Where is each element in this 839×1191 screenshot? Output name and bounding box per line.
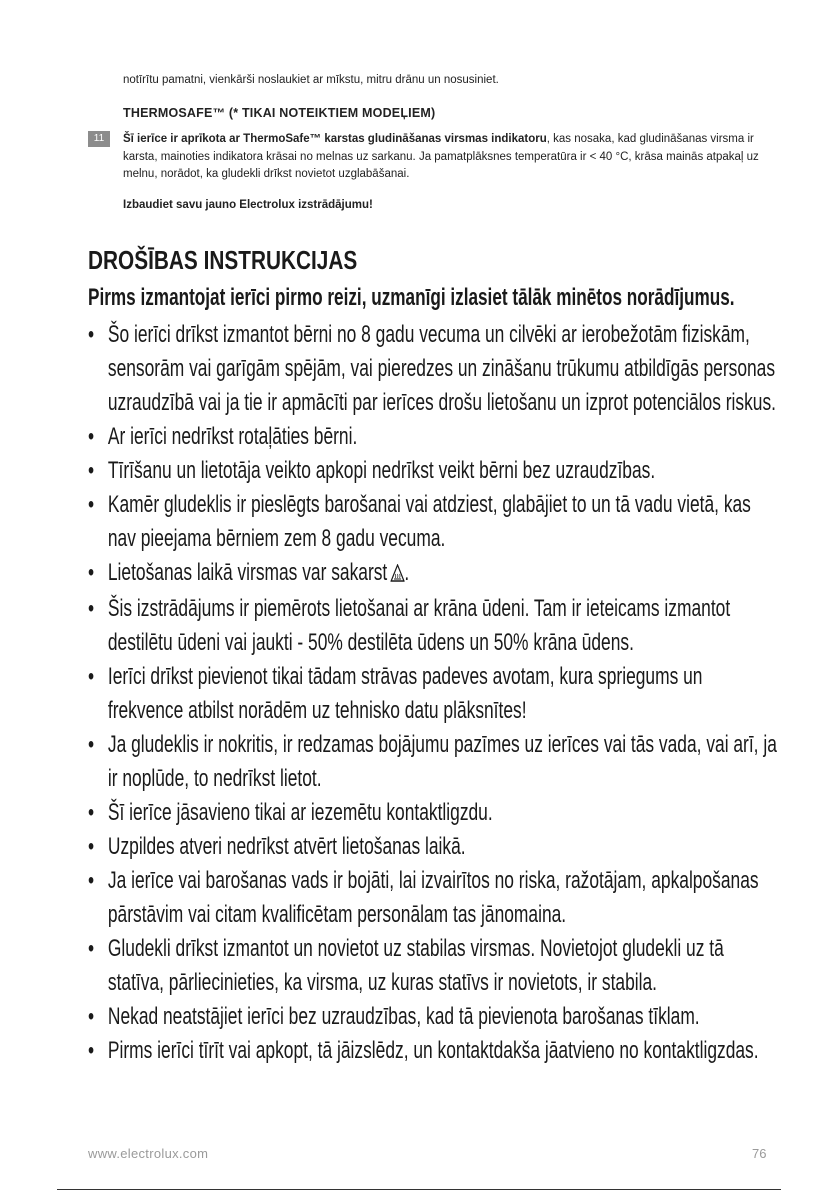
bullet-text: Šis izstrādājums ir piemērots lietošanai ar krāna ūdeni. Tam ir ieteicams izmantot destilētu ūdeni vai jaukti - 50% destilēta ūdens un 50% krāna ūdens.	[107, 595, 731, 656]
section-title: DROŠĪBAS INSTRUKCIJAS	[88, 245, 358, 275]
safety-bullet-item	[88, 556, 780, 592]
hot-surface-warning-icon	[390, 558, 404, 592]
bullet-text: Ar ierīci nedrīkst rotaļāties bērni.	[107, 423, 358, 450]
safety-bullet-item	[88, 318, 780, 420]
bullet-text: Uzpildes atveri nedrīkst atvērt lietošanas laikā.	[107, 833, 466, 860]
safety-bullet-item	[88, 932, 780, 1000]
page-number: 76	[752, 1146, 767, 1161]
safety-bullet-item	[88, 1000, 780, 1034]
bullet-symbol: •	[88, 595, 95, 622]
bullet-symbol: •	[88, 1037, 95, 1064]
bullet-symbol: •	[88, 731, 95, 758]
bullet-text: Šo ierīci drīkst izmantot bērni no 8 gadu vecuma un cilvēki ar ierobežotām fiziskām, sensorām vai garīgām spējām, vai pieredzes un zināšanu trūkumu atbildīgās personas uzraudzībā vai ja tie ir apmācīti par ierīces drošu lietošanu un izprot potenciālos riskus.	[107, 321, 776, 416]
intro-paragraph: notīrītu pamatni, vienkārši noslaukiet ar mīkstu, mitru drānu un nosusiniet.	[123, 74, 499, 86]
figure-number-badge: 11	[88, 131, 110, 147]
safety-bullet-item	[88, 592, 780, 660]
safety-bullet-item	[88, 864, 780, 932]
safety-bullet-item	[88, 728, 780, 796]
thermosafe-paragraph	[123, 131, 783, 184]
bullet-text: Gludekli drīkst izmantot un novietot uz stabilas virsmas. Novietojot gludekli uz tā statīva, pārliecinieties, ka virsma, uz kuras statīvs ir novietots, ir stabila.	[107, 935, 724, 996]
safety-lead-text: Pirms izmantojat ierīci pirmo reizi, uzmanīgi izlasiet tālāk minētos norādījumus.	[88, 284, 735, 311]
bullet-symbol: •	[88, 867, 95, 894]
bullet-symbol: •	[88, 799, 95, 826]
bullet-text: Kamēr gludeklis ir pieslēgts barošanai vai atdziest, glabājiet to un tā vadu vietā, kas nav pieejama bērniem zem 8 gadu vecuma.	[107, 491, 751, 552]
safety-bullet-item	[88, 830, 780, 864]
bullet-symbol: •	[88, 321, 95, 348]
safety-bullet-item	[88, 420, 780, 454]
bullet-text: Ja ierīce vai barošanas vads ir bojāti, lai izvairītos no riska, ražotājam, apkalpošanas pārstāvim vai citam kvalificētam personālam tas jānomaina.	[107, 867, 759, 928]
bullet-symbol: •	[88, 833, 95, 860]
enjoy-product-text: Izbaudiet savu jauno Electrolux izstrādājumu!	[123, 199, 373, 211]
safety-bullet-list	[88, 318, 780, 1068]
safety-bullet-item	[88, 454, 780, 488]
bullet-symbol: •	[88, 491, 95, 518]
bullet-symbol: •	[88, 457, 95, 484]
bullet-text: Šī ierīce jāsavieno tikai ar iezemētu kontaktligzdu.	[107, 799, 493, 826]
bullet-symbol: •	[88, 935, 95, 962]
thermosafe-body-text: , kas nosaka, kad gludināšanas virsma ir karsta, mainoties indikatora krāsai no melnas uz sarkanu. Ja pamatplāksnes temperatūra ir < 40 °C, krāsa mainās atpakaļ uz melnu, norādot, ka gludekli drīkst novietot uzglabāšanai.	[123, 133, 759, 180]
bullet-symbol: •	[88, 559, 95, 586]
bullet-text: Ierīci drīkst pievienot tikai tādam strāvas padeves avotam, kura spriegums un frekvence atbilst norādēm uz tehnisko datu plāksnītes!	[107, 663, 703, 724]
bullet-symbol: •	[88, 1003, 95, 1030]
safety-bullet-item	[88, 488, 780, 556]
safety-list-wrapper	[88, 318, 780, 1068]
footer-divider	[57, 1189, 781, 1190]
bullet-text: Lietošanas laikā virsmas var sakarst	[107, 559, 388, 586]
bullet-symbol: •	[88, 423, 95, 450]
bullet-text: Pirms ierīci tīrīt vai apkopt, tā jāizslēdz, un kontaktdakša jāatvieno no kontaktligzdas.	[107, 1037, 759, 1064]
bullet-text: Tīrīšanu un lietotāja veikto apkopi nedrīkst veikt bērni bez uzraudzības.	[107, 457, 656, 484]
bullet-symbol: •	[88, 663, 95, 690]
safety-bullet-item	[88, 660, 780, 728]
thermosafe-bold-text: Šī ierīce ir aprīkota ar ThermoSafe™ karstas gludināšanas virsmas indikatoru	[123, 133, 547, 145]
safety-bullet-item	[88, 796, 780, 830]
thermosafe-heading: THERMOSAFE™ (* TIKAI NOTEIKTIEM MODEĻIEM)	[123, 106, 436, 120]
bullet-text: Ja gludeklis ir nokritis, ir redzamas bojājumu pazīmes uz ierīces vai tās vada, vai arī, ja ir noplūde, to nedrīkst lietot.	[107, 731, 777, 792]
bullet-period: .	[404, 559, 410, 586]
bullet-text: Nekad neatstājiet ierīci bez uzraudzības, kad tā pievienota barošanas tīklam.	[107, 1003, 700, 1030]
safety-bullet-item	[88, 1034, 780, 1068]
footer-url: www.electrolux.com	[88, 1146, 209, 1161]
